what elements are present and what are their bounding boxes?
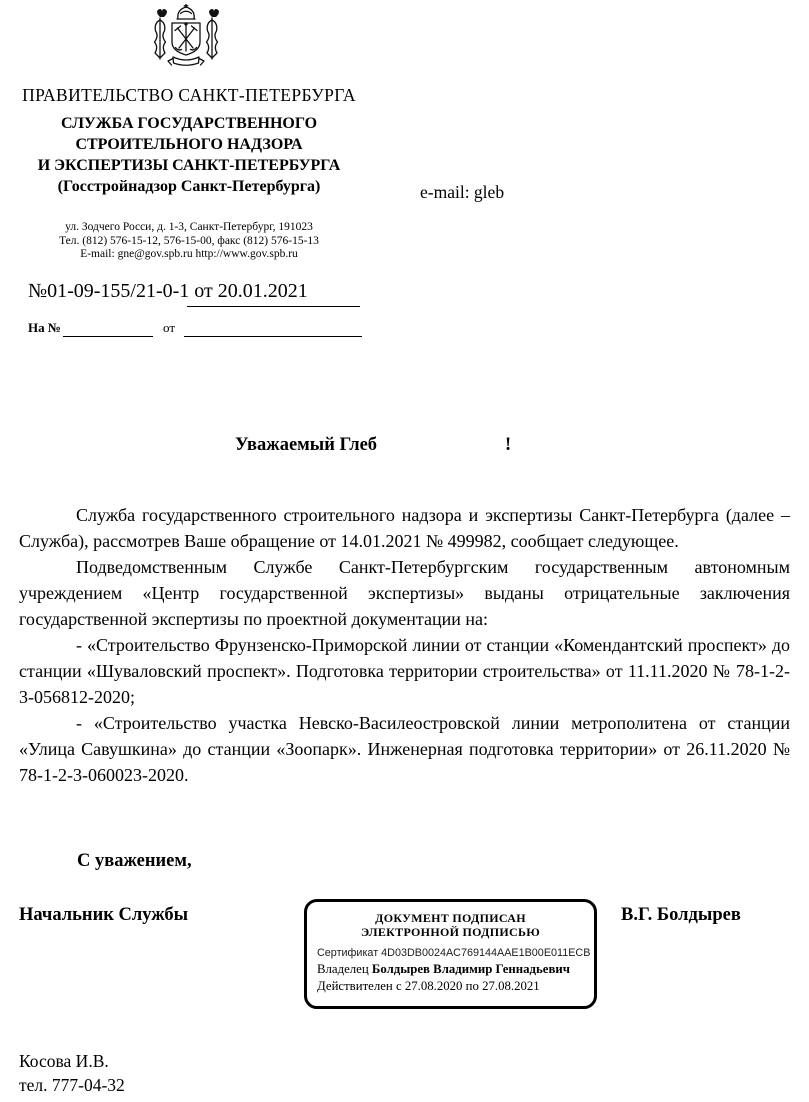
owner-label: Владелец — [317, 962, 369, 976]
org-name-line: СЛУЖБА ГОСУДАРСТВЕННОГО — [60, 115, 318, 132]
reply-date-label: от — [163, 320, 176, 335]
executor-name: Косова И.В. — [19, 1051, 109, 1071]
outgoing-date-underline — [187, 306, 360, 307]
signer-name: В.Г. Болдырев — [621, 905, 741, 925]
owner-name: Болдырев Владимир Геннадьевич — [371, 962, 570, 976]
certificate-value: 4D03DB0024AC769144AAE1B00E011ECB — [381, 947, 591, 959]
closing-salutation: С уважением, — [77, 851, 192, 871]
org-address-line: ул. Зодчего Росси, д. 1-3, Санкт-Петербург, 191023 — [65, 221, 313, 233]
greeting-punctuation: ! — [505, 435, 512, 455]
stamp-title — [307, 911, 594, 939]
org-contact-block — [0, 221, 378, 262]
government-title: ПРАВИТЕЛЬСТВО САНКТ-ПЕТЕРБУРГА — [22, 85, 356, 105]
body-paragraph: Подведомственным Службе Санкт-Петербургским государственным автономным учреждением «Центр государственной экспертизы» выданы отрицательные заключения государственной экспертизы по проектной документации на: — [19, 557, 790, 629]
reply-number-blank — [63, 336, 153, 337]
body-paragraph: - «Строительство участка Невско-Василеостровской линии метрополитена от станции «Улица Савушкина» до станции «Зоопарк». Инженерная подготовка территории» от 26.11.2020 № 78-1-2-3-060023-2020. — [19, 713, 790, 785]
stamp-validity: Действителен с 27.08.2020 по 27.08.2021 — [317, 979, 540, 993]
body-paragraph: Служба государственного строительного надзора и экспертизы Санкт-Петербурга (далее – Служба), рассмотрев Ваше обращение от 14.01.2021 № 499982, сообщает следующее. — [19, 505, 790, 551]
org-name-line: СТРОИТЕЛЬНОГО НАДЗОРА — [75, 136, 303, 153]
certificate-label: Сертификат — [317, 947, 379, 959]
reply-date-blank — [184, 336, 362, 337]
org-name-line: (Госстройнадзор Санкт-Петербурга) — [57, 178, 321, 195]
organization-name — [0, 113, 378, 197]
stamp-owner — [317, 962, 594, 977]
greeting-text: Уважаемый Глеб — [235, 435, 378, 455]
org-email-line: E-mail: gne@gov.spb.ru http://www.gov.spb.ru — [80, 248, 298, 260]
stamp-certificate — [317, 947, 594, 959]
org-name-line: И ЭКСПЕРТИЗЫ САНКТ-ПЕТЕРБУРГА — [37, 157, 341, 174]
body-paragraph: - «Строительство Фрунзенско-Приморской линии от станции «Комендантский проспект» до станции «Шуваловский проспект». Подготовка территории строительства» от 11.11.2020 № 78-1-2-3-056812-2020; — [19, 635, 790, 707]
outgoing-number: №01-09-155/21-0-1 от 20.01.2021 — [28, 280, 308, 302]
reply-number-label: На № — [28, 320, 61, 335]
signer-position: Начальник Службы — [19, 905, 189, 925]
coat-of-arms-icon — [146, 3, 226, 73]
executor-phone: тел. 777-04-32 — [19, 1075, 125, 1095]
email-note: e-mail: gleb — [420, 182, 505, 202]
greeting — [235, 435, 511, 456]
org-phone-line: Тел. (812) 576-15-12, 576-15-00, факс (812) 576-15-13 — [59, 234, 319, 247]
stamp-title-line: ДОКУМЕНТ ПОДПИСАН — [375, 911, 526, 925]
letter-body — [19, 502, 790, 788]
stamp-title-line: ЭЛЕКТРОННОЙ ПОДПИСЬЮ — [360, 925, 541, 939]
digital-signature-stamp — [304, 899, 597, 1009]
